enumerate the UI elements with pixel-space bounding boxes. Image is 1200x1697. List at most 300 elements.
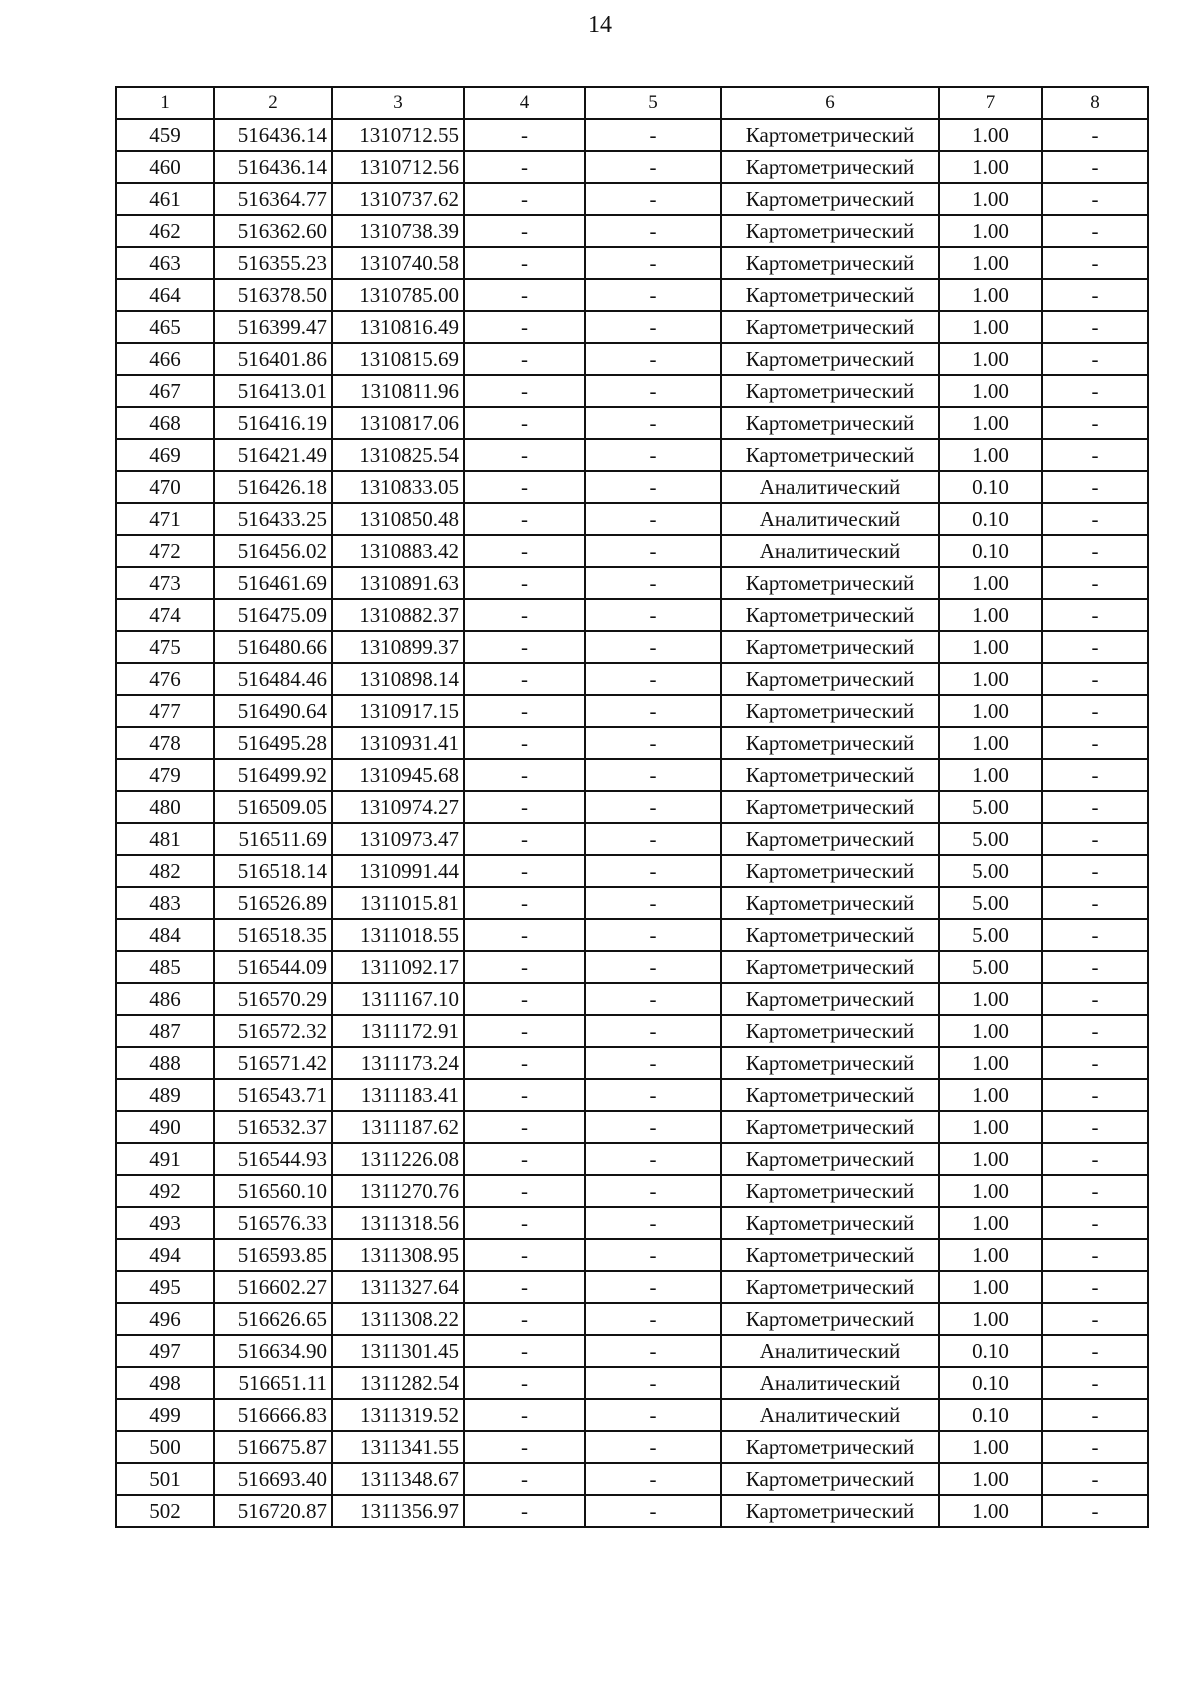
cell-x-coordinate: 516436.14 (214, 151, 332, 183)
cell-method: Картометрический (721, 695, 939, 727)
cell-col-4: - (464, 759, 585, 791)
cell-point-number: 491 (116, 1143, 214, 1175)
cell-accuracy: 1.00 (939, 439, 1042, 471)
cell-col-5: - (585, 1047, 721, 1079)
table-row (116, 1335, 1148, 1367)
cell-y-coordinate: 1310712.56 (332, 151, 464, 183)
cell-col-5: - (585, 1367, 721, 1399)
cell-y-coordinate: 1310833.05 (332, 471, 464, 503)
cell-col-4: - (464, 1175, 585, 1207)
cell-y-coordinate: 1311319.52 (332, 1399, 464, 1431)
cell-method: Картометрический (721, 1047, 939, 1079)
cell-accuracy: 1.00 (939, 407, 1042, 439)
cell-col-5: - (585, 343, 721, 375)
cell-method: Картометрический (721, 1175, 939, 1207)
table-row (116, 1079, 1148, 1111)
cell-accuracy: 1.00 (939, 695, 1042, 727)
cell-col-8: - (1042, 1175, 1148, 1207)
table-row (116, 887, 1148, 919)
cell-col-8: - (1042, 471, 1148, 503)
cell-point-number: 467 (116, 375, 214, 407)
cell-method: Аналитический (721, 1335, 939, 1367)
cell-col-4: - (464, 599, 585, 631)
table-row (116, 951, 1148, 983)
cell-point-number: 471 (116, 503, 214, 535)
cell-y-coordinate: 1311270.76 (332, 1175, 464, 1207)
cell-x-coordinate: 516543.71 (214, 1079, 332, 1111)
cell-accuracy: 1.00 (939, 1015, 1042, 1047)
cell-x-coordinate: 516480.66 (214, 631, 332, 663)
page-number: 14 (588, 12, 612, 38)
cell-x-coordinate: 516675.87 (214, 1431, 332, 1463)
cell-x-coordinate: 516401.86 (214, 343, 332, 375)
cell-col-5: - (585, 407, 721, 439)
table-body (116, 119, 1148, 1527)
cell-method: Картометрический (721, 1111, 939, 1143)
cell-y-coordinate: 1310883.42 (332, 535, 464, 567)
table-row (116, 119, 1148, 151)
cell-col-4: - (464, 151, 585, 183)
cell-y-coordinate: 1311015.81 (332, 887, 464, 919)
cell-col-8: - (1042, 631, 1148, 663)
cell-col-8: - (1042, 503, 1148, 535)
cell-method: Картометрический (721, 183, 939, 215)
cell-accuracy: 1.00 (939, 311, 1042, 343)
cell-y-coordinate: 1310816.49 (332, 311, 464, 343)
cell-y-coordinate: 1310898.14 (332, 663, 464, 695)
cell-x-coordinate: 516560.10 (214, 1175, 332, 1207)
cell-col-4: - (464, 215, 585, 247)
cell-accuracy: 1.00 (939, 1495, 1042, 1527)
cell-col-4: - (464, 247, 585, 279)
table-row (116, 1463, 1148, 1495)
cell-x-coordinate: 516576.33 (214, 1207, 332, 1239)
cell-x-coordinate: 516456.02 (214, 535, 332, 567)
table-row (116, 343, 1148, 375)
cell-point-number: 470 (116, 471, 214, 503)
cell-col-8: - (1042, 407, 1148, 439)
table-row (116, 1239, 1148, 1271)
cell-point-number: 493 (116, 1207, 214, 1239)
cell-y-coordinate: 1310991.44 (332, 855, 464, 887)
cell-point-number: 461 (116, 183, 214, 215)
cell-col-4: - (464, 983, 585, 1015)
cell-col-5: - (585, 631, 721, 663)
cell-y-coordinate: 1311187.62 (332, 1111, 464, 1143)
cell-accuracy: 0.10 (939, 1399, 1042, 1431)
cell-method: Картометрический (721, 919, 939, 951)
cell-method: Картометрический (721, 599, 939, 631)
cell-col-5: - (585, 695, 721, 727)
cell-col-4: - (464, 1239, 585, 1271)
cell-col-8: - (1042, 951, 1148, 983)
table-row (116, 1431, 1148, 1463)
cell-accuracy: 1.00 (939, 119, 1042, 151)
cell-point-number: 483 (116, 887, 214, 919)
table-row (116, 1303, 1148, 1335)
cell-col-8: - (1042, 1495, 1148, 1527)
cell-accuracy: 1.00 (939, 1047, 1042, 1079)
cell-x-coordinate: 516518.14 (214, 855, 332, 887)
cell-accuracy: 1.00 (939, 1431, 1042, 1463)
cell-col-4: - (464, 183, 585, 215)
cell-col-8: - (1042, 919, 1148, 951)
cell-point-number: 477 (116, 695, 214, 727)
table-row (116, 1495, 1148, 1527)
cell-y-coordinate: 1310737.62 (332, 183, 464, 215)
cell-method: Картометрический (721, 887, 939, 919)
cell-col-4: - (464, 1495, 585, 1527)
cell-x-coordinate: 516413.01 (214, 375, 332, 407)
cell-col-5: - (585, 887, 721, 919)
cell-accuracy: 1.00 (939, 727, 1042, 759)
cell-col-8: - (1042, 1335, 1148, 1367)
cell-col-5: - (585, 1399, 721, 1431)
table-row (116, 1399, 1148, 1431)
cell-accuracy: 1.00 (939, 375, 1042, 407)
cell-col-5: - (585, 1335, 721, 1367)
cell-col-8: - (1042, 1207, 1148, 1239)
cell-y-coordinate: 1311167.10 (332, 983, 464, 1015)
cell-x-coordinate: 516416.19 (214, 407, 332, 439)
cell-point-number: 500 (116, 1431, 214, 1463)
cell-col-8: - (1042, 439, 1148, 471)
cell-method: Аналитический (721, 503, 939, 535)
cell-col-8: - (1042, 695, 1148, 727)
cell-method: Картометрический (721, 215, 939, 247)
cell-y-coordinate: 1310945.68 (332, 759, 464, 791)
cell-accuracy: 1.00 (939, 1143, 1042, 1175)
cell-y-coordinate: 1310811.96 (332, 375, 464, 407)
table-row (116, 215, 1148, 247)
cell-x-coordinate: 516544.93 (214, 1143, 332, 1175)
cell-x-coordinate: 516544.09 (214, 951, 332, 983)
cell-col-4: - (464, 343, 585, 375)
cell-x-coordinate: 516355.23 (214, 247, 332, 279)
cell-col-4: - (464, 1079, 585, 1111)
cell-y-coordinate: 1310785.00 (332, 279, 464, 311)
cell-y-coordinate: 1310974.27 (332, 791, 464, 823)
cell-method: Аналитический (721, 1367, 939, 1399)
table-row (116, 1367, 1148, 1399)
cell-accuracy: 1.00 (939, 1271, 1042, 1303)
cell-point-number: 474 (116, 599, 214, 631)
cell-col-5: - (585, 663, 721, 695)
cell-col-5: - (585, 759, 721, 791)
cell-method: Картометрический (721, 1015, 939, 1047)
cell-col-5: - (585, 535, 721, 567)
cell-x-coordinate: 516378.50 (214, 279, 332, 311)
cell-y-coordinate: 1310973.47 (332, 823, 464, 855)
cell-col-5: - (585, 855, 721, 887)
cell-point-number: 468 (116, 407, 214, 439)
table-row (116, 919, 1148, 951)
cell-col-5: - (585, 1207, 721, 1239)
cell-accuracy: 1.00 (939, 247, 1042, 279)
column-header-2: 2 (214, 87, 332, 119)
cell-col-5: - (585, 1303, 721, 1335)
cell-col-5: - (585, 1143, 721, 1175)
cell-method: Картометрический (721, 1463, 939, 1495)
cell-accuracy: 1.00 (939, 1463, 1042, 1495)
cell-y-coordinate: 1311183.41 (332, 1079, 464, 1111)
cell-col-8: - (1042, 279, 1148, 311)
cell-col-5: - (585, 727, 721, 759)
cell-y-coordinate: 1311301.45 (332, 1335, 464, 1367)
cell-point-number: 478 (116, 727, 214, 759)
cell-accuracy: 1.00 (939, 343, 1042, 375)
cell-col-8: - (1042, 1079, 1148, 1111)
cell-x-coordinate: 516499.92 (214, 759, 332, 791)
cell-col-8: - (1042, 1239, 1148, 1271)
cell-col-4: - (464, 567, 585, 599)
cell-y-coordinate: 1311092.17 (332, 951, 464, 983)
cell-accuracy: 1.00 (939, 599, 1042, 631)
cell-x-coordinate: 516634.90 (214, 1335, 332, 1367)
cell-accuracy: 5.00 (939, 823, 1042, 855)
cell-col-8: - (1042, 311, 1148, 343)
cell-accuracy: 5.00 (939, 791, 1042, 823)
cell-col-8: - (1042, 1047, 1148, 1079)
cell-point-number: 462 (116, 215, 214, 247)
table-row (116, 375, 1148, 407)
cell-col-4: - (464, 855, 585, 887)
cell-col-5: - (585, 439, 721, 471)
cell-point-number: 473 (116, 567, 214, 599)
column-header-6: 6 (721, 87, 939, 119)
cell-col-4: - (464, 791, 585, 823)
table-row (116, 727, 1148, 759)
cell-y-coordinate: 1310931.41 (332, 727, 464, 759)
cell-x-coordinate: 516484.46 (214, 663, 332, 695)
cell-x-coordinate: 516399.47 (214, 311, 332, 343)
cell-y-coordinate: 1310712.55 (332, 119, 464, 151)
table-row (116, 663, 1148, 695)
column-header-5: 5 (585, 87, 721, 119)
cell-point-number: 481 (116, 823, 214, 855)
cell-accuracy: 1.00 (939, 1207, 1042, 1239)
cell-point-number: 497 (116, 1335, 214, 1367)
cell-method: Картометрический (721, 1207, 939, 1239)
cell-y-coordinate: 1311356.97 (332, 1495, 464, 1527)
column-header-3: 3 (332, 87, 464, 119)
cell-col-8: - (1042, 727, 1148, 759)
table-row (116, 279, 1148, 311)
cell-accuracy: 1.00 (939, 279, 1042, 311)
cell-x-coordinate: 516593.85 (214, 1239, 332, 1271)
cell-point-number: 469 (116, 439, 214, 471)
cell-col-4: - (464, 1303, 585, 1335)
table-row (116, 1143, 1148, 1175)
cell-col-4: - (464, 1271, 585, 1303)
table-row (116, 151, 1148, 183)
cell-col-8: - (1042, 183, 1148, 215)
cell-col-8: - (1042, 1015, 1148, 1047)
table-row (116, 311, 1148, 343)
cell-method: Аналитический (721, 1399, 939, 1431)
table-row (116, 823, 1148, 855)
cell-col-8: - (1042, 1399, 1148, 1431)
cell-point-number: 476 (116, 663, 214, 695)
cell-point-number: 464 (116, 279, 214, 311)
cell-accuracy: 5.00 (939, 951, 1042, 983)
cell-col-5: - (585, 1431, 721, 1463)
cell-col-8: - (1042, 215, 1148, 247)
cell-method: Картометрический (721, 247, 939, 279)
column-header-1: 1 (116, 87, 214, 119)
cell-col-8: - (1042, 1367, 1148, 1399)
cell-y-coordinate: 1310882.37 (332, 599, 464, 631)
cell-x-coordinate: 516518.35 (214, 919, 332, 951)
cell-point-number: 482 (116, 855, 214, 887)
cell-accuracy: 1.00 (939, 1175, 1042, 1207)
table-row (116, 1111, 1148, 1143)
cell-col-8: - (1042, 343, 1148, 375)
cell-col-4: - (464, 1431, 585, 1463)
cell-col-8: - (1042, 1111, 1148, 1143)
cell-point-number: 475 (116, 631, 214, 663)
cell-col-8: - (1042, 247, 1148, 279)
cell-col-5: - (585, 951, 721, 983)
cell-accuracy: 1.00 (939, 663, 1042, 695)
cell-col-4: - (464, 311, 585, 343)
cell-x-coordinate: 516433.25 (214, 503, 332, 535)
cell-col-5: - (585, 279, 721, 311)
cell-point-number: 486 (116, 983, 214, 1015)
cell-x-coordinate: 516693.40 (214, 1463, 332, 1495)
cell-point-number: 466 (116, 343, 214, 375)
cell-col-4: - (464, 663, 585, 695)
cell-col-4: - (464, 375, 585, 407)
table-row (116, 1271, 1148, 1303)
cell-y-coordinate: 1310891.63 (332, 567, 464, 599)
cell-x-coordinate: 516666.83 (214, 1399, 332, 1431)
cell-point-number: 496 (116, 1303, 214, 1335)
cell-col-8: - (1042, 983, 1148, 1015)
cell-method: Картометрический (721, 439, 939, 471)
table-row (116, 535, 1148, 567)
cell-col-4: - (464, 1047, 585, 1079)
cell-col-4: - (464, 1335, 585, 1367)
cell-point-number: 495 (116, 1271, 214, 1303)
cell-point-number: 465 (116, 311, 214, 343)
cell-accuracy: 0.10 (939, 471, 1042, 503)
table-header-row (116, 87, 1148, 119)
cell-col-5: - (585, 503, 721, 535)
cell-point-number: 479 (116, 759, 214, 791)
cell-method: Картометрический (721, 1303, 939, 1335)
cell-x-coordinate: 516626.65 (214, 1303, 332, 1335)
cell-col-8: - (1042, 375, 1148, 407)
cell-x-coordinate: 516570.29 (214, 983, 332, 1015)
cell-col-4: - (464, 535, 585, 567)
cell-point-number: 499 (116, 1399, 214, 1431)
cell-point-number: 490 (116, 1111, 214, 1143)
cell-col-8: - (1042, 1431, 1148, 1463)
cell-y-coordinate: 1310815.69 (332, 343, 464, 375)
cell-y-coordinate: 1311341.55 (332, 1431, 464, 1463)
cell-col-8: - (1042, 855, 1148, 887)
cell-col-8: - (1042, 663, 1148, 695)
cell-method: Картометрический (721, 407, 939, 439)
cell-x-coordinate: 516364.77 (214, 183, 332, 215)
cell-method: Картометрический (721, 1239, 939, 1271)
cell-x-coordinate: 516572.32 (214, 1015, 332, 1047)
table-row (116, 471, 1148, 503)
cell-method: Картометрический (721, 631, 939, 663)
cell-x-coordinate: 516511.69 (214, 823, 332, 855)
cell-x-coordinate: 516475.09 (214, 599, 332, 631)
cell-accuracy: 0.10 (939, 1335, 1042, 1367)
cell-col-5: - (585, 119, 721, 151)
cell-x-coordinate: 516421.49 (214, 439, 332, 471)
table-row (116, 1207, 1148, 1239)
cell-col-8: - (1042, 151, 1148, 183)
cell-x-coordinate: 516532.37 (214, 1111, 332, 1143)
cell-point-number: 459 (116, 119, 214, 151)
column-header-7: 7 (939, 87, 1042, 119)
cell-col-4: - (464, 119, 585, 151)
coordinates-table (115, 86, 1149, 1528)
cell-accuracy: 0.10 (939, 535, 1042, 567)
cell-method: Картометрический (721, 151, 939, 183)
cell-y-coordinate: 1311172.91 (332, 1015, 464, 1047)
cell-method: Картометрический (721, 983, 939, 1015)
cell-x-coordinate: 516426.18 (214, 471, 332, 503)
cell-point-number: 498 (116, 1367, 214, 1399)
table-row (116, 631, 1148, 663)
column-header-8: 8 (1042, 87, 1148, 119)
cell-method: Аналитический (721, 535, 939, 567)
cell-point-number: 472 (116, 535, 214, 567)
cell-method: Картометрический (721, 727, 939, 759)
cell-accuracy: 1.00 (939, 1111, 1042, 1143)
cell-y-coordinate: 1310817.06 (332, 407, 464, 439)
cell-col-8: - (1042, 887, 1148, 919)
cell-method: Картометрический (721, 311, 939, 343)
cell-method: Картометрический (721, 951, 939, 983)
cell-method: Картометрический (721, 1431, 939, 1463)
cell-col-5: - (585, 599, 721, 631)
cell-x-coordinate: 516720.87 (214, 1495, 332, 1527)
cell-col-4: - (464, 727, 585, 759)
cell-col-4: - (464, 1463, 585, 1495)
cell-col-5: - (585, 567, 721, 599)
cell-col-5: - (585, 1111, 721, 1143)
cell-col-5: - (585, 183, 721, 215)
cell-col-4: - (464, 823, 585, 855)
cell-accuracy: 0.10 (939, 1367, 1042, 1399)
cell-y-coordinate: 1311282.54 (332, 1367, 464, 1399)
cell-accuracy: 1.00 (939, 759, 1042, 791)
cell-point-number: 480 (116, 791, 214, 823)
cell-col-5: - (585, 983, 721, 1015)
cell-method: Картометрический (721, 119, 939, 151)
cell-col-5: - (585, 1271, 721, 1303)
cell-method: Картометрический (721, 855, 939, 887)
cell-point-number: 502 (116, 1495, 214, 1527)
table-row (116, 439, 1148, 471)
table-row (116, 855, 1148, 887)
cell-col-8: - (1042, 599, 1148, 631)
cell-accuracy: 5.00 (939, 919, 1042, 951)
cell-method: Картометрический (721, 1143, 939, 1175)
cell-point-number: 501 (116, 1463, 214, 1495)
cell-col-4: - (464, 631, 585, 663)
cell-method: Картометрический (721, 567, 939, 599)
table-row (116, 1175, 1148, 1207)
table-row (116, 1015, 1148, 1047)
